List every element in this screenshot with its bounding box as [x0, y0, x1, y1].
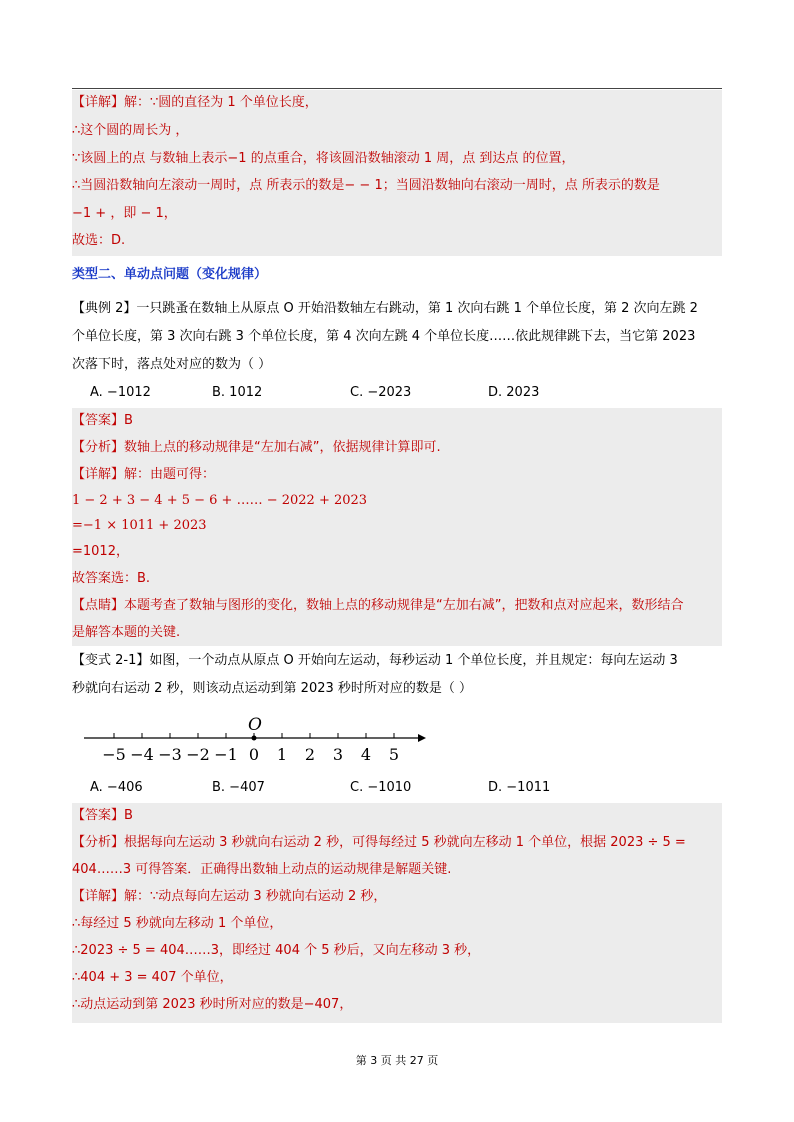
tick-label: 4 [360, 745, 372, 764]
tick-label: −4 [130, 745, 154, 764]
tick-label: 2 [304, 745, 316, 764]
page-footer: 第 3 页 共 27 页 [355, 1054, 439, 1067]
question-line: 个单位长度，第 3 次向右跳 3 个单位长度，第 4 次向左跳 4 个单位长度……依此规律跳下去，当它第 2023 [72, 329, 696, 344]
solution-line: −1 + ，即 − 1， [72, 206, 177, 221]
option-c: C. −2023 [350, 385, 412, 400]
conclusion-line: 故答案选：B. [72, 571, 151, 586]
answer-line: 【答案】B [72, 808, 133, 823]
option-b: B. 1012 [212, 385, 263, 400]
axis-arrow-icon [418, 734, 426, 742]
detail-line: ∴404 + 3 = 407 个单位， [72, 970, 233, 985]
question-line: 次落下时，落点处对应的数为（ ） [72, 357, 272, 372]
tick-label: −1 [214, 745, 238, 764]
question-line: 【典例 2】一只跳蚤在数轴上从原点 O 开始沿数轴左右跳动，第 1 次向右跳 1 个单位长度，第 2 次向左跳 2 [72, 301, 698, 316]
detail-line: 【详解】解：由题可得： [72, 467, 216, 482]
header-rule [72, 88, 722, 89]
comment-line: 是解答本题的关键. [72, 625, 181, 640]
analysis-line: 【分析】数轴上点的移动规律是“左加右减”，依据规律计算即可. [72, 440, 441, 455]
tick-label: 1 [276, 745, 288, 764]
origin-label: O [248, 715, 262, 735]
section-title: 类型二、单动点问题（变化规律） [72, 267, 268, 282]
solution-line: ∴当圆沿数轴向左滚动一周时，点 所表示的数是− − 1；当圆沿数轴向右滚动一周时，点 所表示的数是 [72, 178, 660, 193]
tick-label: 3 [332, 745, 344, 764]
analysis-line: 404……3 可得答案．正确得出数轴上动点的运动规律是解题关键. [72, 862, 452, 877]
option-d: D. 2023 [488, 385, 540, 400]
comment-line: 【点睛】本题考查了数轴与图形的变化，数轴上点的移动规律是“左加右减”，把数和点对应起来，数形结合 [72, 598, 684, 613]
detail-line: ∴每经过 5 秒就向左移动 1 个单位， [72, 916, 283, 931]
tick-label: 5 [388, 745, 400, 764]
detail-line: ∴2023 ÷ 5 = 404……3，即经过 404 个 5 秒后，又向左移动 3 秒， [72, 943, 481, 958]
formula-line: =1012， [72, 544, 129, 559]
tick-label: −3 [158, 745, 182, 764]
detail-line: ∴动点运动到第 2023 秒时所对应的数是−407， [72, 997, 353, 1012]
solution-line: ∵该圆上的点 与数轴上表示−1 的点重合，将该圆沿数轴滚动 1 周，点 到达点 的位置， [72, 151, 575, 166]
analysis-line: 【分析】根据每向左运动 3 秒就向右运动 2 秒，可得每经过 5 秒就向左移动 1 个单位，根据 2023 ÷ 5 = [72, 835, 686, 850]
detail-line: 【详解】解：∵动点每向左运动 3 秒就向右运动 2 秒， [72, 889, 387, 904]
question-line: 秒就向右运动 2 秒，则该动点运动到第 2023 秒时所对应的数是（ ） [72, 681, 473, 696]
formula-line: =−1 × 1011 + 2023 [72, 518, 207, 533]
tick-label: −5 [102, 745, 126, 764]
option-d: D. −1011 [488, 780, 551, 795]
tick-label: 0 [248, 745, 260, 764]
option-b: B. −407 [212, 780, 265, 795]
tick-label: −2 [186, 745, 210, 764]
formula-line: 1 − 2 + 3 − 4 + 5 − 6 + …… − 2022 + 2023 [72, 493, 368, 508]
option-a: A. −1012 [90, 385, 151, 400]
option-a: A. −406 [90, 780, 143, 795]
number-line-figure [80, 712, 430, 768]
solution-line: 【详解】解：∵圆的直径为 1 个单位长度， [72, 95, 318, 110]
question-line: 【变式 2-1】如图，一个动点从原点 O 开始向左运动，每秒运动 1 个单位长度，并且规定：每向左运动 3 [72, 653, 678, 668]
solution-line: ∴这个圆的周长为 ， [72, 123, 189, 138]
answer-line: 【答案】B [72, 413, 133, 428]
option-c: C. −1010 [350, 780, 412, 795]
solution-line: 故选：D. [72, 233, 126, 248]
